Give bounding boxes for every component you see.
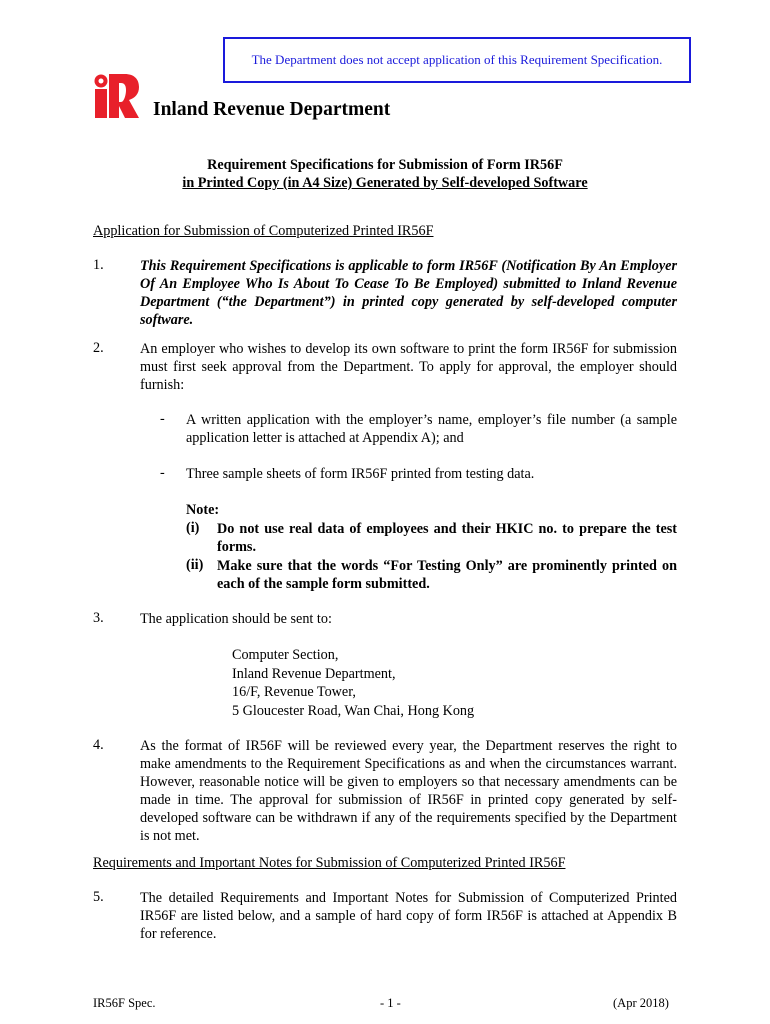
notice-text: The Department does not accept application of this Requirement Specification.: [251, 52, 663, 67]
note-text: Make sure that the words “For Testing Only” are prominently printed on each of the sample form submitted.: [217, 558, 677, 592]
document-title-line-1: Requirement Specifications for Submission of Form IR56F: [207, 157, 563, 173]
bullet-text: A written application with the employer’s name, employer’s file number (a sample application letter is attached at Appendix A); and: [186, 412, 677, 446]
item-text: This Requirement Specifications is applicable to form IR56F (Notification By An Employer Of An Employee Who Is About To Cease To Be Employed) submitted to Inland Revenue Department (“the Department”) in printed copy generated by self-developed computer software.: [140, 258, 677, 328]
footer-date: (Apr 2018): [613, 996, 669, 1010]
item-text: An employer who wishes to develop its own software to print the form IR56F for submission must first seek approval from the Department. To apply for approval, the employer should furnish:: [140, 341, 677, 393]
item-number: 1.: [93, 257, 104, 273]
section-heading-application: Application for Submission of Computerized Printed IR56F: [93, 223, 434, 239]
bullet-mark: -: [160, 465, 165, 481]
bullet-text: Three sample sheets of form IR56F printed from testing data.: [186, 466, 535, 482]
note-text: Do not use real data of employees and their HKIC no. to prepare the test forms.: [217, 521, 677, 555]
mailing-address: [232, 646, 474, 720]
note-number: (ii): [186, 557, 204, 573]
address-line: Inland Revenue Department,: [232, 665, 396, 682]
department-name: Inland Revenue Department: [153, 99, 391, 120]
item-number: 2.: [93, 340, 104, 356]
document-title-line-2: in Printed Copy (in A4 Size) Generated by Self-developed Software: [182, 175, 588, 191]
notice-box: [223, 37, 691, 83]
item-text: The detailed Requirements and Important Notes for Submission of Computerized Printed IR56F are listed below, and a sample of hard copy of form IR56F is attached at Appendix B for reference.: [140, 890, 677, 942]
note-heading: Note:: [186, 502, 220, 518]
footer-doc-name: IR56F Spec.: [93, 996, 156, 1010]
address-line: 16/F, Revenue Tower,: [232, 684, 356, 700]
bullet-mark: -: [160, 411, 165, 427]
ird-logo-icon: [93, 74, 139, 118]
address-line: 5 Gloucester Road, Wan Chai, Hong Kong: [232, 702, 475, 719]
footer-page-number: - 1 -: [380, 996, 401, 1010]
note-number: (i): [186, 520, 200, 536]
item-number: 3.: [93, 610, 104, 626]
address-line: Computer Section,: [232, 647, 339, 663]
item-number: 4.: [93, 737, 104, 753]
item-text: The application should be sent to:: [140, 611, 332, 627]
item-text: As the format of IR56F will be reviewed every year, the Department reserves the right to make amendments to the Requirement Specifications as and when the circumstances warrant. However, reasonable notice will be given to employers so that necessary amendments can be made in time. The approval for submission of IR56F in printed copy generated by self-developed software can be withdrawn if any of the requirements specified by the Department is not met.: [140, 738, 677, 844]
section-heading-requirements: Requirements and Important Notes for Submission of Computerized Printed IR56F: [93, 855, 566, 871]
item-number: 5.: [93, 889, 104, 905]
